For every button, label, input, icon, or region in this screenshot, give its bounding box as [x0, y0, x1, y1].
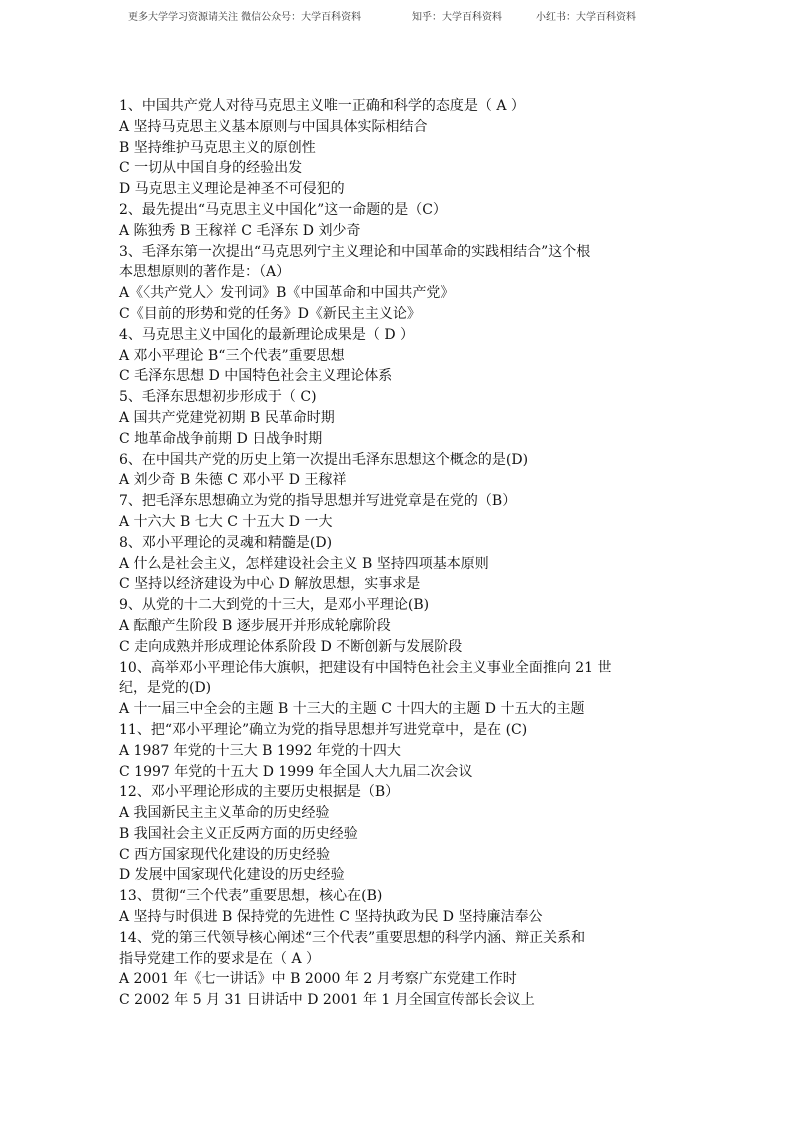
question-list [119, 96, 679, 1011]
text-line: 2、最先提出“马克思主义中国化”这一命题的是（C） [119, 201, 447, 218]
text-line: 11、把“邓小平理论”确立为党的指导思想并写进党章中，是在 (C) [119, 721, 528, 738]
text-line: 8、邓小平理论的灵魂和精髓是(D) [119, 534, 333, 551]
text-line: 7、把毛泽东思想确立为党的指导思想并写进党章是在党的（B） [119, 493, 517, 510]
text-line: A 邓小平理论 B“三个代表”重要思想 [119, 347, 345, 364]
text-line: D 马克思主义理论是神圣不可侵犯的 [119, 181, 345, 198]
text-line: A《〈共产党人〉发刊词》B《中国革命和中国共产党》 [119, 285, 455, 302]
text-line: A 酝酿产生阶段 B 逐步展开并形成轮廓阶段 [119, 617, 391, 634]
text-line: A 坚持与时俱进 B 保持党的先进性 C 坚持执政为民 D 坚持廉洁奉公 [119, 909, 543, 926]
text-line: 3、毛泽东第一次提出“马克思列宁主义理论和中国革命的实践相结合”这个根 [119, 243, 591, 260]
text-line: A 我国新民主主义革命的历史经验 [119, 805, 330, 822]
text-line: A 什么是社会主义，怎样建设社会主义 B 坚持四项基本原则 [119, 555, 489, 572]
text-line: 10、高举邓小平理论伟大旗帜，把建设有中国特色社会主义事业全面推向 21 世 [119, 659, 612, 676]
text-line: C《目前的形势和党的任务》D《新民主主义论》 [119, 305, 421, 322]
text-line: 1、中国共产党人对待马克思主义唯一正确和科学的态度是（ A ） [119, 98, 525, 114]
text-line: A 十一届三中全会的主题 B 十三大的主题 C 十四大的主题 D 十五大的主题 [119, 701, 585, 718]
text-line: 14、党的第三代领导核心阐述“三个代表”重要思想的科学内涵、辩正关系和 [119, 929, 586, 946]
text-line: A 陈独秀 B 王稼祥 C 毛泽东 D 刘少奇 [119, 222, 361, 239]
text-line: 9、从党的十二大到党的十三大，是邓小平理论(B) [119, 597, 430, 614]
text-line: A 坚持马克思主义基本原则与中国具体实际相结合 [119, 118, 428, 135]
text-line: C 2002 年 5 月 31 日讲话中 D 2001 年 1 月全国宣传部长会议上 [119, 992, 535, 1009]
text-line: A 1987 年党的十三大 B 1992 年党的十四大 [119, 742, 401, 759]
text-line: 4、马克思主义中国化的最新理论成果是（ D ） [119, 326, 415, 343]
header-wechat-note: 更多大学学习资源请关注 微信公众号：大学百科资料 [128, 12, 362, 23]
text-line: A 刘少奇 B 朱德 C 邓小平 D 王稼祥 [119, 472, 347, 489]
page-header [128, 8, 728, 24]
text-line: C 一切从中国自身的经验出发 [119, 160, 303, 177]
text-line: 6、在中国共产党的历史上第一次提出毛泽东思想这个概念的是(D) [119, 451, 529, 468]
header-xiaohongshu-note: 小红书：大学百科资料 [536, 12, 636, 23]
text-line: A 2001 年《七一讲话》中 B 2000 年 2 月考察广东党建工作时 [119, 971, 517, 988]
text-line: A 国共产党建党初期 B 民革命时期 [119, 409, 335, 426]
text-line: 5、毛泽东思想初步形成于（ C) [119, 389, 317, 406]
text-line: 本思想原则的著作是：（A） [119, 264, 291, 281]
text-line: C 坚持以经济建设为中心 D 解放思想，实事求是 [119, 576, 421, 593]
text-line: C 走向成熟并形成理论体系阶段 D 不断创新与发展阶段 [119, 638, 463, 655]
text-line: 12、邓小平理论形成的主要历史根据是（B） [119, 784, 400, 801]
text-line: D 发展中国家现代化建设的历史经验 [119, 867, 345, 884]
text-line: 13、贯彻“三个代表”重要思想，核心在(B) [119, 888, 383, 905]
text-line: C 毛泽东思想 D 中国特色社会主义理论体系 [119, 368, 393, 385]
text-line: A 十六大 B 七大 C 十五大 D 一大 [119, 513, 333, 530]
text-line: C 西方国家现代化建设的历史经验 [119, 846, 331, 863]
text-line: B 坚持维护马克思主义的原创性 [119, 139, 316, 156]
text-line: C 1997 年党的十五大 D 1999 年全国人大九届二次会议 [119, 763, 473, 780]
text-line: C 地革命战争前期 D 日战争时期 [119, 430, 323, 447]
text-line: 指导党建工作的要求是在（ A ） [119, 950, 321, 967]
header-zhihu-note: 知乎：大学百科资料 [412, 12, 502, 23]
text-line: 纪，是党的(D) [119, 680, 212, 697]
text-line: B 我国社会主义正反两方面的历史经验 [119, 825, 358, 842]
